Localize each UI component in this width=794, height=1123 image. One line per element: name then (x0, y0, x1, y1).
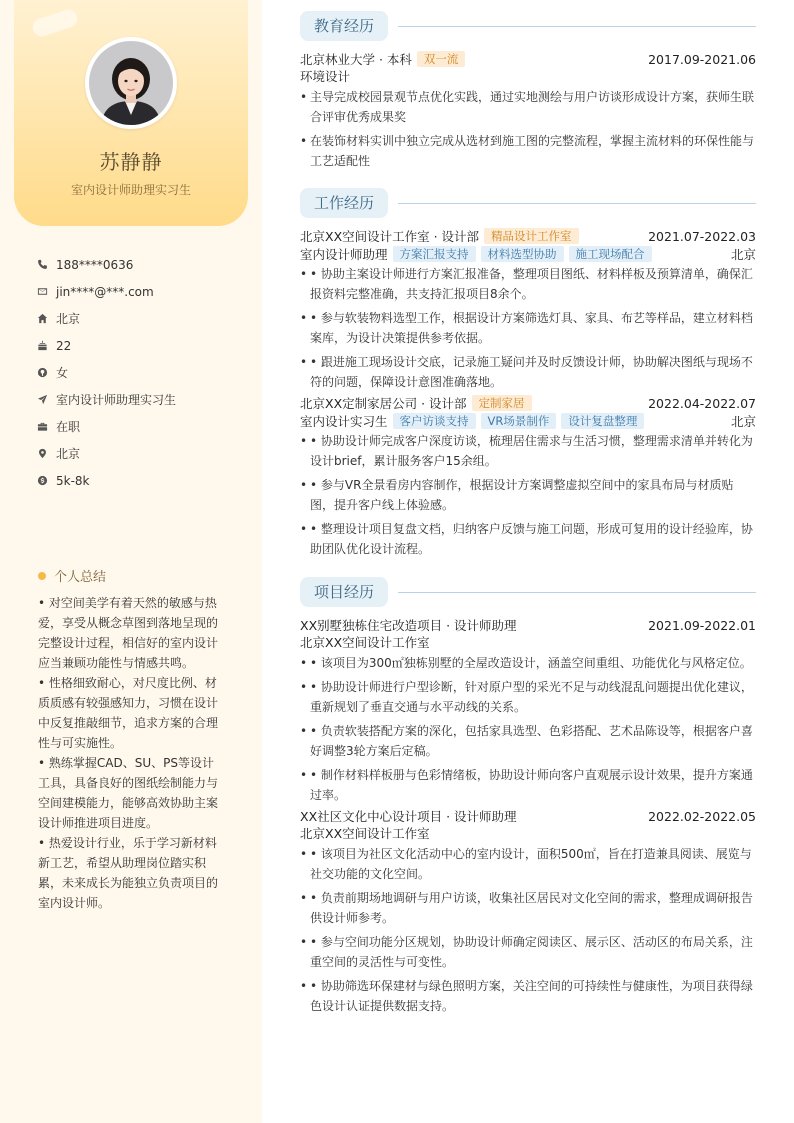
job-entry (300, 394, 756, 559)
summary-item: • 熟练掌握CAD、SU、PS等设计工具，具备良好的图纸绘制能力与空间建模能力，能够高效协助主案设计师推进项目进度。 (38, 756, 219, 830)
gender-icon (36, 367, 48, 379)
contact-salary (36, 467, 246, 494)
job-entry (300, 227, 756, 392)
company-name: 北京XX定制家居公司 · 设计部 (300, 396, 467, 411)
job-city: 北京 (730, 414, 756, 429)
bullet-item: • • 跟进施工现场设计交底，记录施工疑问并及时反馈设计师，协助解决图纸与现场不符的问题，保障设计意图准确落地。 (300, 352, 756, 392)
skill-tag: 材料选型协助 (481, 246, 564, 262)
summary-item: • 性格细致耐心，对尺度比例、材质质感有较强感知力，习惯在设计中反复推敲细节，追求方案的合理性与可实施性。 (38, 676, 219, 750)
job-city: 北京 (730, 247, 756, 262)
bullet-item: • • 参与VR全景看房内容制作，根据设计方案调整虚拟空间中的家具布局与材质贴图，提升客户线上体验感。 (300, 475, 756, 515)
contact-phone (36, 251, 246, 278)
mail-icon (36, 286, 48, 298)
summary-heading (38, 566, 106, 585)
date-range: 2022.04-2022.07 (648, 395, 756, 411)
contact-status (36, 413, 246, 440)
section-title: 工作经历 (300, 188, 388, 218)
job-header (300, 227, 756, 245)
bullet-item: • • 协助主案设计师进行方案汇报准备，整理项目图纸、材料样板及预算清单，确保汇报资料完整准确，共支持汇报项目8余个。 (300, 264, 756, 304)
project-entry (300, 807, 756, 1016)
school-tag: 双一流 (417, 51, 466, 67)
skill-tag: 施工现场配合 (569, 246, 652, 262)
section-header (300, 11, 756, 41)
contact-target-role (36, 386, 246, 413)
date-range: 2017.09-2021.06 (648, 51, 756, 67)
education-section (300, 11, 756, 175)
project-entry (300, 616, 756, 805)
position: 室内设计师助理 (300, 247, 388, 262)
bullet-item: • • 负责软装搭配方案的深化，包括家具选型、色彩搭配、艺术品陈设等，根据客户喜好调整3轮方案后定稿。 (300, 721, 756, 761)
contact-text: jin****@***.com (56, 284, 154, 299)
candidate-name: 苏静静 (99, 150, 163, 174)
bullet-dot (38, 572, 46, 580)
contact-hometown (36, 305, 246, 332)
bullet-item: • • 该项目为300㎡独栋别墅的全屋改造设计，涵盖空间重组、功能优化与风格定位。 (300, 653, 756, 673)
avatar-photo (89, 41, 173, 125)
bullet-item: • • 参与软装物料选型工作，根据设计方案筛选灯具、家具、布艺等样品，建立材料档案库，为设计决策提供参考依据。 (300, 308, 756, 348)
skill-tag: 设计复盘整理 (561, 413, 644, 429)
section-header (300, 577, 756, 607)
contact-list (36, 251, 246, 494)
location-icon (36, 448, 48, 460)
date-range: 2021.07-2022.03 (648, 228, 756, 244)
summary-title: 个人总结 (54, 570, 107, 585)
contact-age (36, 332, 246, 359)
job-subheader (300, 245, 756, 263)
company-tag: 定制家居 (472, 395, 532, 411)
company-name: 北京XX空间设计工作室 · 设计部 (300, 229, 480, 244)
bullet-list (300, 87, 756, 171)
contact-location (36, 440, 246, 467)
section-title: 项目经历 (300, 577, 388, 607)
phone-icon (36, 259, 48, 271)
project-name: XX社区文化中心设计项目 · 设计师助理 (300, 809, 517, 824)
bullet-item: • • 该项目为社区文化活动中心的室内设计，面积500㎡，旨在打造兼具阅读、展览与社交功能的文化空间。 (300, 844, 756, 884)
work-section (300, 188, 756, 563)
bullet-item: • • 协助筛选环保建材与绿色照明方案，关注空间的可持续性与健康性，为项目获得绿色设计认证提供数据支持。 (300, 976, 756, 1016)
bullet-item: • 主导完成校园景观节点优化实践，通过实地测绘与用户访谈形成设计方案，获师生联合评审优秀成果奖 (300, 87, 756, 127)
bullet-item: • • 整理设计项目复盘文档，归纳客户反馈与施工问题，形成可复用的设计经验库，协助团队优化设计流程。 (300, 519, 756, 559)
contact-text: 188****0636 (56, 257, 134, 272)
project-org: 北京XX空间设计工作室 (300, 635, 430, 650)
bullet-list (300, 264, 756, 392)
contact-text: 22 (56, 338, 72, 353)
contact-text: 室内设计师助理实习生 (56, 393, 177, 407)
avatar (85, 37, 177, 129)
contact-text: 北京 (56, 447, 81, 461)
bullet-item: • 在装饰材料实训中独立完成从选材到施工图的完整流程，掌握主流材料的环保性能与工艺适配性 (300, 131, 756, 171)
project-org: 北京XX空间设计工作室 (300, 826, 430, 841)
skill-tag: VR场景制作 (481, 413, 557, 429)
sidebar (0, 0, 262, 1123)
contact-text: 在职 (56, 420, 81, 434)
bullet-item: • • 协助设计师完成客户深度访谈，梳理居住需求与生活习惯，整理需求清单并转化为设计brief，累计服务客户15余组。 (300, 431, 756, 471)
contact-text: 北京 (56, 312, 81, 326)
divider (398, 203, 756, 204)
briefcase-icon (36, 421, 48, 433)
company-tag: 精品设计工作室 (484, 228, 579, 244)
school-name: 北京林业大学 · 本科 (300, 52, 412, 67)
bullet-item: • • 制作材料样板册与色彩情绪板，协助设计师向客户直观展示设计效果，提升方案通过率。 (300, 765, 756, 805)
summary-item: • 热爱设计行业，乐于学习新材料新工艺，希望从助理岗位踏实积累，未来成长为能独立负责项目的室内设计师。 (38, 836, 219, 910)
project-name: XX别墅独栋住宅改造项目 · 设计师助理 (300, 618, 517, 633)
project-header (300, 807, 756, 825)
skill-tag: 客户访谈支持 (393, 413, 476, 429)
bullet-item: • • 参与空间功能分区规划，协助设计师确定阅读区、展示区、活动区的布局关系，注重空间的灵活性与可变性。 (300, 932, 756, 972)
contact-email (36, 278, 246, 305)
skill-tag: 方案汇报支持 (393, 246, 476, 262)
section-header (300, 188, 756, 218)
summary-item: • 对空间美学有着天然的敏感与热爱，享受从概念草图到落地呈现的完整设计过程，相信好的室内设计应当兼顾功能性与情感共鸣。 (38, 596, 219, 670)
cake-icon (36, 340, 48, 352)
job-header (300, 394, 756, 412)
contact-text: 女 (56, 366, 69, 380)
projects-section (300, 577, 756, 1020)
salary-icon (36, 475, 48, 487)
divider (398, 592, 756, 593)
position: 室内设计实习生 (300, 414, 388, 429)
bullet-list (300, 844, 756, 1016)
bullet-list (300, 431, 756, 559)
bullet-item: • • 负责前期场地调研与用户访谈，收集社区居民对文化空间的需求，整理成调研报告供设计师参考。 (300, 888, 756, 928)
project-header (300, 616, 756, 634)
date-range: 2022.02-2022.05 (648, 808, 756, 824)
candidate-role: 室内设计师助理实习生 (70, 183, 191, 197)
contact-text: 5k-8k (56, 473, 90, 488)
major: 环境设计 (300, 69, 351, 84)
job-subheader (300, 412, 756, 430)
divider (398, 26, 756, 27)
contact-gender (36, 359, 246, 386)
education-row (300, 50, 756, 68)
summary-text (38, 593, 220, 913)
bullet-list (300, 653, 756, 805)
date-range: 2021.09-2022.01 (648, 617, 756, 633)
home-icon (36, 313, 48, 325)
bullet-item: • • 协助设计师进行户型诊断，针对原户型的采光不足与动线混乱问题提出优化建议，重新规划了垂直交通与水平动线的关系。 (300, 677, 756, 717)
send-icon (36, 394, 48, 406)
section-title: 教育经历 (300, 11, 388, 41)
